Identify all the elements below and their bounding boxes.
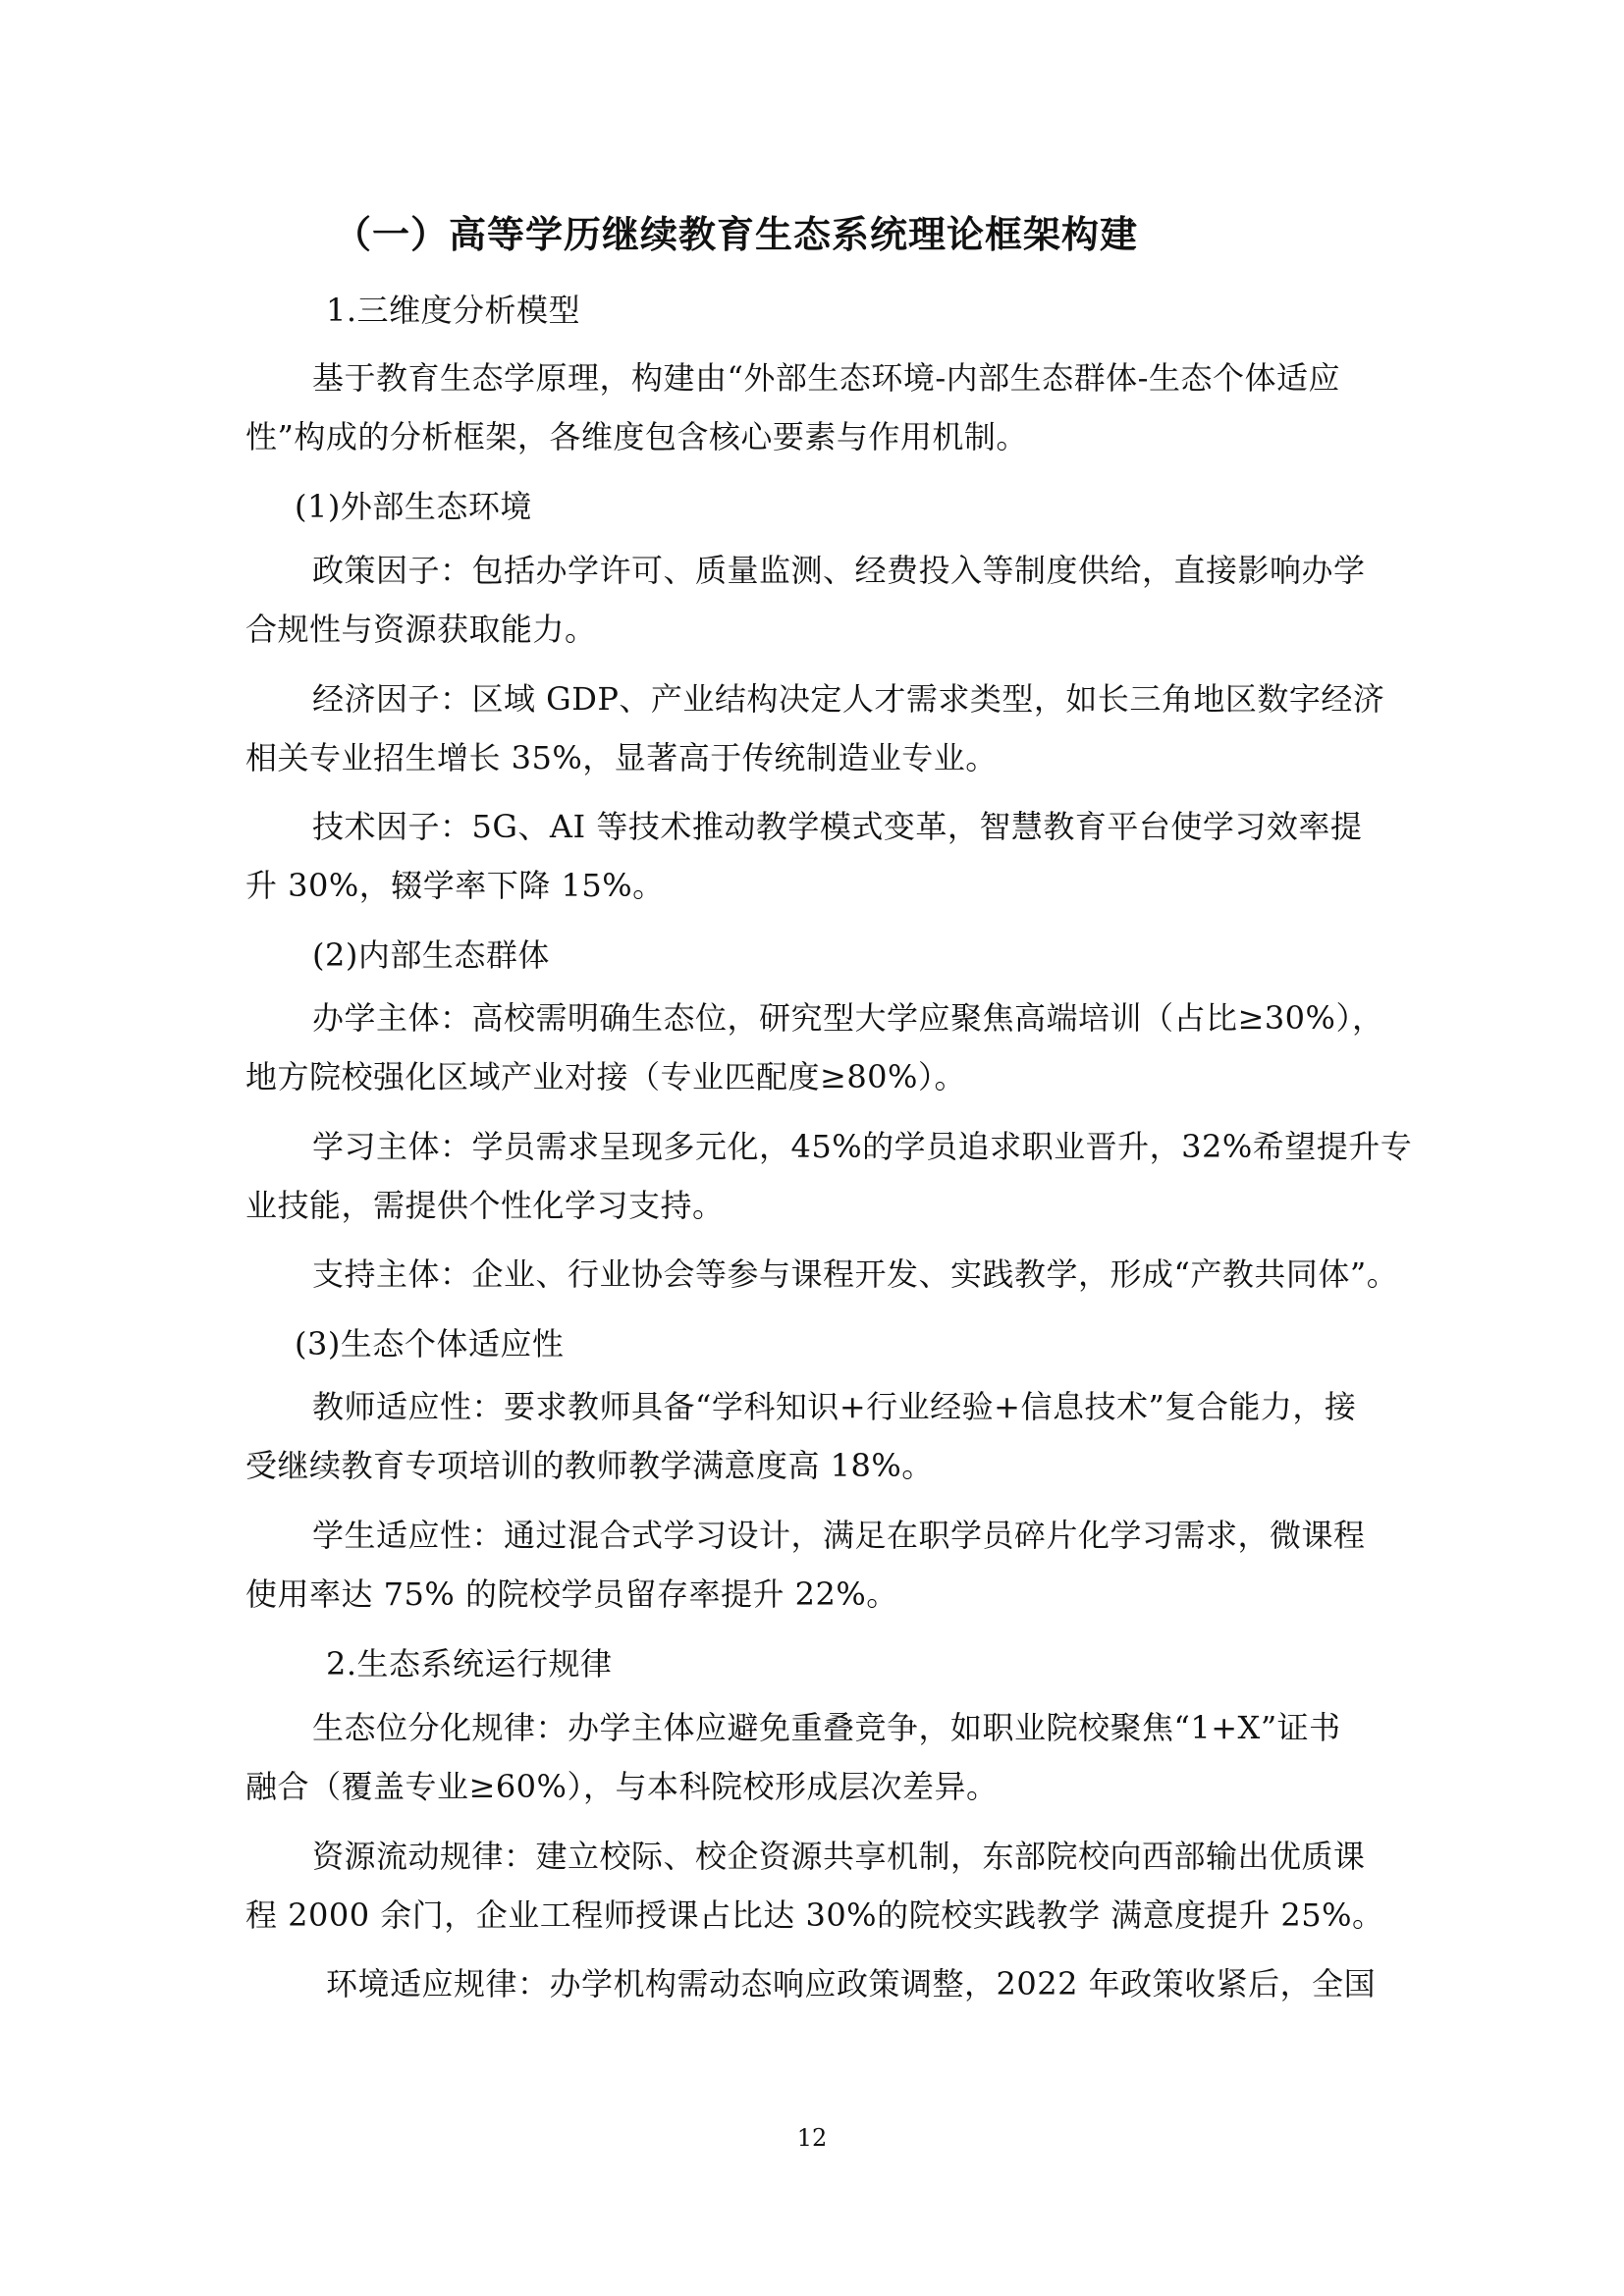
paragraph-line: 支持主体：企业、行业协会等参与课程开发、实践教学，形成“产教共同体”。 (312, 1255, 1399, 1293)
item-heading-3: (3)生态个体适应性 (295, 1325, 565, 1362)
paragraph-line: 升 30%，辍学率下降 15%。 (245, 867, 665, 904)
paragraph-line: 学习主体：学员需求呈现多元化，45%的学员追求职业晋升，32%希望提升专 (312, 1128, 1413, 1165)
section-heading: （一）高等学历继续教育生态系统理论框架构建 (334, 213, 1139, 256)
paragraph-line: 相关专业招生增长 35%，显著高于传统制造业专业。 (245, 739, 998, 776)
item-heading-1: (1)外部生态环境 (295, 488, 532, 525)
subsection-heading-1: 1.三维度分析模型 (326, 292, 581, 329)
paragraph-line: 受继续教育专项培训的教师教学满意度高 18%。 (245, 1447, 934, 1484)
paragraph-line: 资源流动规律：建立校际、校企资源共享机制，东部院校向西部输出优质课 (312, 1838, 1366, 1875)
paragraph-line: 环境适应规律：办学机构需动态响应政策调整，2022 年政策收紧后，全国 (326, 1965, 1377, 2002)
paragraph-line: 技术因子：5G、AI 等技术推动教学模式变革，智慧教育平台使学习效率提 (312, 808, 1363, 845)
paragraph-line: 使用率达 75% 的院校学员留存率提升 22%。 (245, 1575, 898, 1613)
paragraph-line: 合规性与资源获取能力。 (245, 611, 597, 648)
paragraph-line: 融合（覆盖专业≥60%），与本科院校形成层次差异。 (245, 1768, 999, 1805)
page-number: 12 (796, 2124, 828, 2152)
paragraph-line: 基于教育生态学原理，构建由“外部生态环境-内部生态群体-生态个体适应 (312, 359, 1340, 397)
paragraph-line: 教师适应性：要求教师具备“学科知识+行业经验+信息技术”复合能力，接 (312, 1388, 1357, 1425)
paragraph-line: 政策因子：包括办学许可、质量监测、经费投入等制度供给，直接影响办学 (312, 552, 1366, 589)
item-heading-2: (2)内部生态群体 (312, 936, 550, 974)
paragraph-line: 程 2000 余门，企业工程师授课占比达 30%的院校实践教学 满意度提升 25%。 (245, 1896, 1384, 1934)
paragraph-line: 业技能，需提供个性化学习支持。 (245, 1187, 725, 1224)
paragraph-line: 学生适应性：通过混合式学习设计，满足在职学员碎片化学习需求，微课程 (312, 1517, 1366, 1554)
paragraph-line: 地方院校强化区域产业对接（专业匹配度≥80%）。 (245, 1058, 966, 1095)
subsection-heading-2: 2.生态系统运行规律 (326, 1645, 613, 1682)
paragraph-line: 性”构成的分析框架，各维度包含核心要素与作用机制。 (245, 418, 1028, 455)
paragraph-line: 生态位分化规律：办学主体应避免重叠竞争，如职业院校聚焦“1+X”证书 (312, 1709, 1341, 1746)
paragraph-line: 办学主体：高校需明确生态位，研究型大学应聚焦高端培训（占比≥30%）， (312, 999, 1384, 1037)
paragraph-line: 经济因子：区域 GDP、产业结构决定人才需求类型，如长三角地区数字经济 (312, 680, 1385, 718)
